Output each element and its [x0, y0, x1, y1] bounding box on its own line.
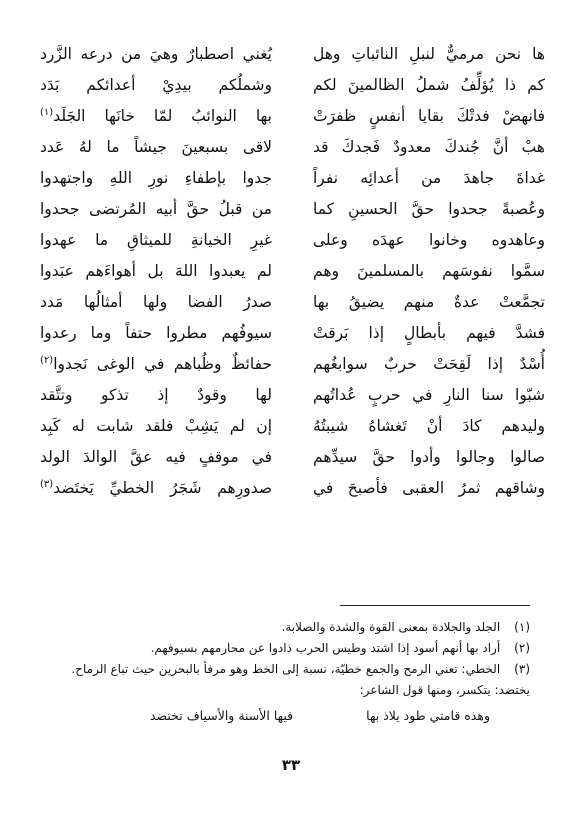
verse-text: بها النوائبُ لمّا خانَها الجَلَد [53, 107, 272, 125]
verse-first-hemistich: وعُصبةً جحدوا حقَّ الحسينِ كما [313, 200, 545, 218]
verse-first-hemistich: فشدَّ فيهم بأبطالٍ إذا بَرقتْ [313, 324, 545, 342]
verse-first-hemistich: غداةَ جاهدَ من أعدائِه نفراً [313, 169, 545, 187]
footnote [40, 638, 530, 659]
quoted-verse-first-hemistich: وهذه قامتي طود يلاذ بها [366, 708, 490, 723]
quoted-verse-second-hemistich: فيها الأسنة والأسياف تختضد [150, 708, 294, 723]
footnote-marker: (٣) [40, 478, 54, 490]
verse-second-hemistich: يُغني اصطبارٌ وهيَ من درعه الزَّرد [40, 45, 272, 63]
verse-second-hemistich [40, 104, 272, 128]
verse-first-hemistich: شبّوا سنا النارِ في حربٍ عُداتُهم [313, 386, 545, 404]
verse-row [40, 321, 545, 352]
verse-row [40, 476, 545, 507]
verse-first-hemistich: كم ذا يُؤلِّفُ شملُ الظالمينَ لكم [313, 76, 545, 94]
footnotes [40, 617, 530, 680]
quoted-verse [150, 708, 490, 730]
verse-second-hemistich [40, 352, 272, 376]
verse-second-hemistich: لم يعبدوا اللهَ بل أهواءَهم عبَدوا [40, 262, 272, 280]
footnote-text: الخطي: تعني الرمح والجمع خطيّة، نسبة إلى الخط وهو مرفأ بالبحرين حيث تباع الرماح. [71, 662, 501, 676]
verse-second-hemistich: غيرِ الخيانةِ للميثاقِ ما عهدوا [40, 231, 272, 249]
verse-first-hemistich: تجمَّعتْ عدةٌ منهم يضيقُ بها [313, 293, 545, 311]
verse-second-hemistich: لها وقودٌ إذ تذكو وتتَّقد [40, 386, 272, 404]
page-number: ٣٣ [281, 756, 301, 774]
verse-second-hemistich: إن لم يَشِبْ فلقد شابت له كَبِد [40, 417, 272, 435]
verse-row [40, 73, 545, 104]
verse-first-hemistich: صالوا وجالوا وأدوا حقَّ سيدِّهم [313, 448, 545, 466]
verse-second-hemistich: جدوا بإطفاءِ نورِ اللهِ واجتهدوا [40, 169, 272, 187]
footnote-marker: (٢) [40, 354, 54, 366]
verse-row [40, 445, 545, 476]
verse-first-hemistich: ها نحن مرميٌّ لنبلِ النائباتِ وهل [313, 45, 545, 63]
footnote-continuation: يختضد: يتكسر، ومنها قول الشاعر: [359, 683, 530, 697]
verse-second-hemistich: في موقفٍ فيه عقَّ الوالدَ الولد [40, 448, 272, 466]
footnote-divider [340, 605, 530, 606]
footnote-text: أراد بها أنهم أسود إذا اشتد وطيس الحرب ذادوا عن محارمهم بسيوفهم. [150, 641, 501, 655]
verse-row [40, 42, 545, 73]
footnote [40, 659, 530, 680]
verse-second-hemistich: من قبلُ حقَّ أبيه المُرتضى جحدوا [40, 200, 272, 218]
verse-row [40, 104, 545, 135]
verse-row [40, 414, 545, 445]
verse-second-hemistich: صدرُ الفضا ولها أمثالُها مَدد [40, 293, 272, 311]
footnote [40, 617, 530, 638]
verse-row [40, 259, 545, 290]
verse-second-hemistich [40, 476, 272, 500]
verse-row [40, 166, 545, 197]
verse-row [40, 290, 545, 321]
footnote-number: (١) [514, 620, 530, 634]
verse-first-hemistich: هبْ أنَّ جُندكَ معدودٌ فَجدكَ قد [313, 138, 545, 156]
verse-second-hemistich: وشملُكم بيدِيْ أعدائكم بَدَد [40, 76, 272, 94]
footnote-marker: (١) [40, 106, 54, 118]
verse-row [40, 197, 545, 228]
verse-first-hemistich: فانهضْ فدتْكَ بقايا أنفسٍ ظفرَتْ [313, 107, 545, 125]
verse-text: صدورِهم شَجَرُ الخطيِّ يَختَضد [53, 479, 272, 497]
footnote-number: (٣) [514, 662, 530, 676]
verse-second-hemistich: سيوفُهم مطروا حتفاً وما رعدوا [40, 324, 272, 342]
footnote-text: الجلد والجلادة بمعنى القوة والشدة والصلابة. [281, 620, 501, 634]
verse-first-hemistich: وشاقهم ثمرُ العقبى فأصبحَ في [313, 479, 545, 497]
verse-first-hemistich: أُسْدٌ إذا لَقِحَتْ حربٌ سوابغُهم [313, 355, 545, 373]
verse-first-hemistich: وعاهدوه وخانوا عهدَه وعلى [313, 231, 545, 249]
poem [40, 42, 545, 507]
verse-row [40, 228, 545, 259]
verse-row [40, 383, 545, 414]
verse-text: حفائظٌ وظُباهم في الوغى نَجدوا [53, 355, 272, 373]
footnote-number: (٢) [514, 641, 530, 655]
verse-row [40, 135, 545, 166]
verse-first-hemistich: سمَّوا نفوسَهم بالمسلمينَ وهم [313, 262, 545, 280]
verse-first-hemistich: وليدهم كادَ أنْ تَغشاهُ شيبتُهُ [313, 417, 545, 435]
verse-row [40, 352, 545, 383]
verse-second-hemistich: لاقى بسبعينَ جيشاً ما لهُ عَدد [40, 138, 272, 156]
